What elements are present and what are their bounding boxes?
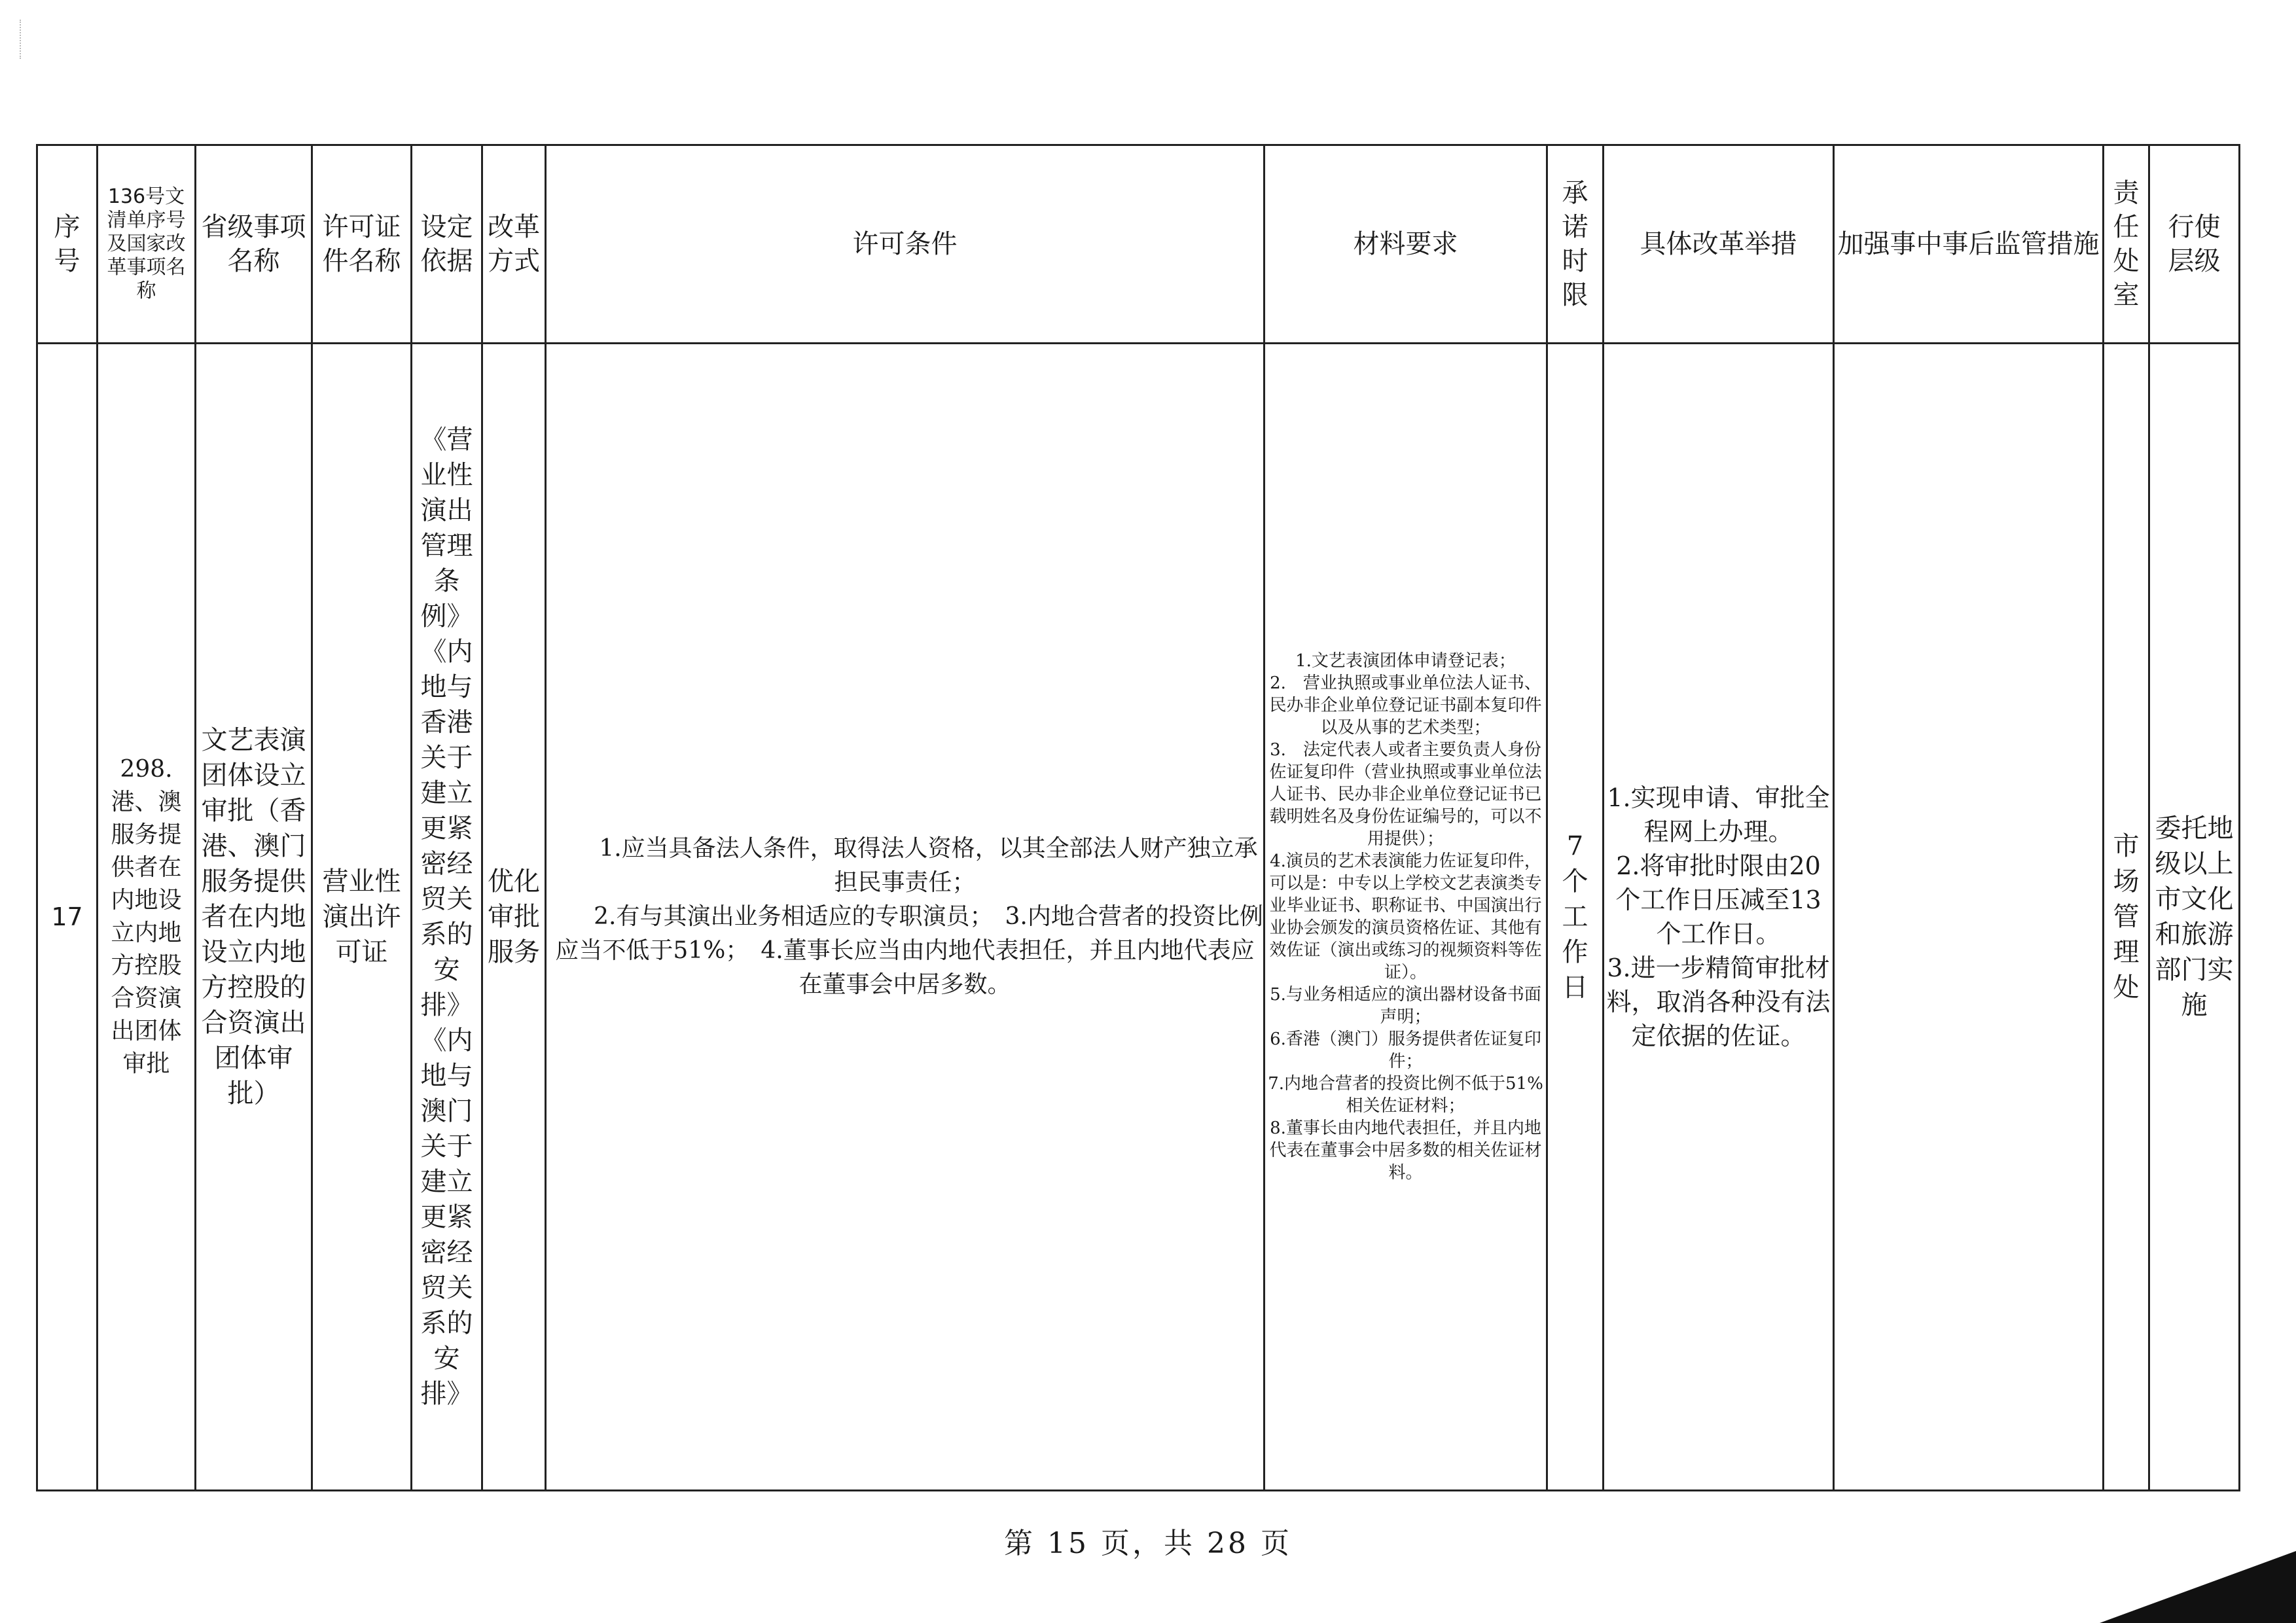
- header-supervision: 加强事中事后监管措施: [1834, 145, 2104, 344]
- header-time-limit: 承诺时限: [1547, 145, 1604, 344]
- header-reform-method: 改革方式: [482, 145, 546, 344]
- cell-reform-method: 优化审批服务: [482, 344, 546, 1491]
- header-materials: 材料要求: [1265, 145, 1547, 344]
- scan-mark: [20, 20, 47, 59]
- cell-department: 市场管理处: [2104, 344, 2149, 1491]
- page-number: 第 15 页，共 28 页: [1004, 1527, 1292, 1560]
- cell-supervision: [1834, 344, 2104, 1491]
- header-row: [37, 145, 2240, 344]
- header-level: 行使层级: [2149, 145, 2240, 344]
- header-seq: 序号: [37, 145, 98, 344]
- header-list-item: 136号文清单序号及国家改革事项名称: [98, 145, 196, 344]
- table-row: [37, 344, 2240, 1491]
- cell-basis: 《营业性演出管理条例》《内地与香港关于建立更紧密经贸关系的安排》《内地与澳门关于建立更紧密经贸关系的安排》: [412, 344, 482, 1491]
- cell-materials: 1.文艺表演团体申请登记表； 2. 营业执照或事业单位法人证书、民办非企业单位登记证书副本复印件以及从事的艺术类型； 3. 法定代表人或者主要负责人身份佐证复印件（营业执照或事业单位法人证书、民办非企业单位登记证书已载明姓名及身份佐证编号的，可以不用提供）； 4.演员的艺术表演能力佐证复印件，可以是：中专以上学校文艺表演类专业毕业证书、职称证书、中国演出行业协会颁发的演员资格佐证、其他有效佐证（演出或练习的视频资料等佐证）。 5.与业务相适应的演出器材设备书面声明； 6.香港（澳门）服务提供者佐证复印件； 7.内地合营者的投资比例不低于51%相关佐证材料； 8.董事长由内地代表担任，并且内地代表在董事会中居多数的相关佐证材料。: [1265, 344, 1547, 1491]
- header-license-name: 许可证件名称: [312, 145, 412, 344]
- cell-list-item: 298.港、澳服务提供者在内地设立内地方控股合资演出团体审批: [98, 344, 196, 1491]
- cell-provincial-item: 文艺表演团体设立审批（香港、澳门服务提供者在内地设立内地方控股的合资演出团体审批）: [196, 344, 312, 1491]
- corner-fold-mark: [2100, 1551, 2296, 1623]
- header-department: 责任处室: [2104, 145, 2149, 344]
- reform-table: [36, 144, 2240, 1491]
- header-basis: 设定依据: [412, 145, 482, 344]
- cell-measures: 1.实现申请、审批全程网上办理。 2.将审批时限由20个工作日压减至13个工作日。 3.进一步精简审批材料，取消各种没有法定依据的佐证。: [1604, 344, 1834, 1491]
- cell-level: 委托地级以上市文化和旅游部门实施: [2149, 344, 2240, 1491]
- header-provincial-item: 省级事项名称: [196, 145, 312, 344]
- header-measures: 具体改革举措: [1604, 145, 1834, 344]
- cell-license-name: 营业性演出许可证: [312, 344, 412, 1491]
- cell-time-limit: 7个工作日: [1547, 344, 1604, 1491]
- cell-seq: 17: [37, 344, 98, 1491]
- header-conditions: 许可条件: [546, 145, 1265, 344]
- cell-conditions: 1.应当具备法人条件，取得法人资格，以其全部法人财产独立承担民事责任； 2.有与其演出业务相适应的专职演员； 3.内地合营者的投资比例应当不低于51%； 4.董事长应当由内地代表担任，并且内地代表应在董事会中居多数。: [546, 344, 1265, 1491]
